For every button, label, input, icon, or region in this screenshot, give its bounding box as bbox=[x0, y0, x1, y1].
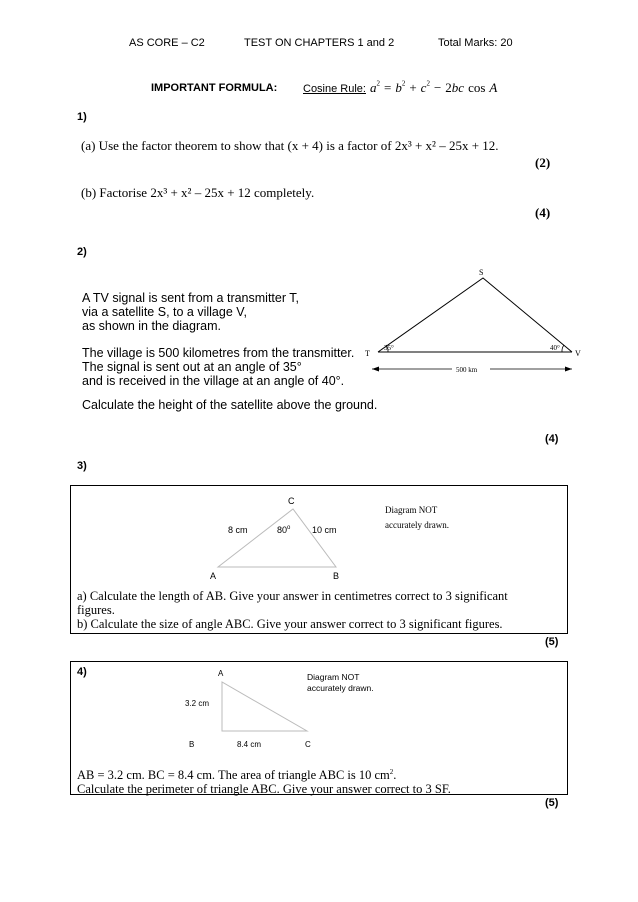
q1-part-b bbox=[81, 185, 314, 201]
q3-triangle bbox=[218, 509, 336, 567]
cosine-rule bbox=[303, 79, 497, 97]
formula-coef: 2 bbox=[445, 80, 452, 95]
q3-side-AC: 8 cm bbox=[228, 525, 248, 535]
header-marks: Total Marks: 20 bbox=[438, 37, 513, 49]
formula-eq: = bbox=[383, 80, 392, 95]
q2-para2-line: The signal is sent out at an angle of 35° bbox=[82, 360, 302, 374]
q4-line1 bbox=[77, 765, 565, 782]
q1a-marks: (2) bbox=[535, 155, 551, 170]
q3-part-a-line1: a) Calculate the length of AB. Give your answer in centimetres correct to 3 significant bbox=[77, 589, 508, 603]
formula-plus: + bbox=[409, 80, 417, 95]
q2-para1-line: via a satellite S, to a village V, bbox=[82, 305, 247, 319]
q3-note-line2: accurately drawn. bbox=[385, 520, 449, 530]
q2-para1 bbox=[82, 291, 299, 333]
angle-V-arc bbox=[562, 345, 564, 352]
q4-label-B: B bbox=[189, 740, 195, 749]
q1b-prefix: (b) Factorise bbox=[81, 185, 148, 200]
q3-marks: (5) bbox=[545, 636, 559, 648]
formula-A: A bbox=[489, 80, 498, 95]
formula-label: IMPORTANT FORMULA: bbox=[151, 82, 278, 94]
q4-triangle bbox=[222, 682, 307, 731]
label-distance: 500 km bbox=[456, 366, 478, 374]
q1b-suffix: completely. bbox=[254, 185, 315, 200]
q2-number: 2) bbox=[77, 246, 87, 258]
formula-bc: bc bbox=[451, 80, 465, 95]
q1b-poly: 2x³ + x² – 25x + 12 bbox=[150, 185, 251, 200]
header-test: TEST ON CHAPTERS 1 and 2 bbox=[244, 37, 395, 49]
q3-note-line1: Diagram NOT bbox=[385, 505, 438, 515]
q1a-mid: is a factor of bbox=[326, 138, 392, 153]
q1a-prefix: (a) Use the factor theorem to show that bbox=[81, 138, 285, 153]
q2-marks: (4) bbox=[545, 433, 559, 445]
distance-arrow-left bbox=[372, 367, 379, 372]
q3-triangle-diagram bbox=[190, 495, 370, 585]
q3-text bbox=[77, 589, 565, 631]
q1b-marks: (4) bbox=[535, 205, 551, 220]
q3-label-B: B bbox=[333, 571, 340, 581]
label-V: V bbox=[575, 349, 581, 358]
q4-marks: (5) bbox=[545, 797, 559, 809]
q2-para1-line: as shown in the diagram. bbox=[82, 319, 221, 333]
distance-arrow-right bbox=[565, 367, 572, 372]
cosine-rule-label: Cosine Rule: bbox=[303, 83, 366, 95]
q4-number: 4) bbox=[77, 666, 87, 678]
q4-text bbox=[77, 765, 565, 796]
formula-exp-3: 2 bbox=[426, 79, 430, 88]
q4-note-line2: accurately drawn. bbox=[307, 683, 374, 693]
q3-number: 3) bbox=[77, 460, 87, 472]
q3-side-BC: 10 cm bbox=[312, 525, 337, 535]
label-S: S bbox=[479, 268, 484, 277]
q3-label-A: A bbox=[210, 571, 217, 581]
formula-c: c bbox=[420, 80, 427, 95]
label-angle-V: 40° bbox=[550, 344, 560, 352]
formula-cos: cos bbox=[468, 80, 486, 95]
q3-angle-C bbox=[277, 525, 291, 535]
q4-line1-end: . bbox=[393, 768, 397, 783]
label-T: T bbox=[365, 349, 370, 358]
q4-label-A: A bbox=[218, 669, 224, 678]
q3-diagram-note bbox=[385, 503, 449, 533]
q2-para1-line: A TV signal is sent from a transmitter T, bbox=[82, 291, 299, 305]
q4-line1-sup: 2 bbox=[389, 768, 394, 776]
satellite-diagram bbox=[360, 265, 590, 380]
q2-para2-line: and is received in the village at an angle of 40°. bbox=[82, 374, 345, 388]
q3-angle-degree: o bbox=[287, 525, 291, 531]
q2-para2-line: The village is 500 kilometres from the transmitter. bbox=[82, 346, 355, 360]
q1-part-a bbox=[81, 138, 499, 154]
q4-diagram-note bbox=[307, 672, 374, 694]
q1a-poly: 2x³ + x² – 25x + 12. bbox=[394, 138, 499, 153]
signal-path bbox=[378, 278, 572, 352]
q1-number: 1) bbox=[77, 111, 87, 123]
q3-part-b: b) Calculate the size of angle ABC. Give your answer correct to 3 significant figures. bbox=[77, 617, 503, 631]
label-angle-T: 35° bbox=[384, 344, 394, 352]
q3-part-a-line2: figures. bbox=[77, 603, 115, 617]
q4-line1-text: AB = 3.2 cm. BC = 8.4 cm. The area of triangle ABC is 10 cm bbox=[77, 768, 390, 783]
q3-angle-value: 80 bbox=[277, 525, 288, 535]
q4-label-C: C bbox=[305, 740, 311, 749]
formula-b: b bbox=[395, 80, 402, 95]
q4-line2: Calculate the perimeter of triangle ABC. Give your answer correct to 3 SF. bbox=[77, 782, 451, 797]
q3-label-C: C bbox=[288, 496, 295, 506]
q4-side-AB: 3.2 cm bbox=[185, 699, 210, 708]
q1a-factor: (x + 4) bbox=[287, 138, 323, 153]
formula-minus: − bbox=[433, 80, 442, 95]
formula-a: a bbox=[369, 80, 377, 95]
formula-exp-2: 2 bbox=[401, 79, 406, 88]
q4-note-line1: Diagram NOT bbox=[307, 672, 360, 682]
header-course: AS CORE – C2 bbox=[129, 37, 205, 49]
q2-para2 bbox=[82, 346, 354, 388]
q4-side-BC: 8.4 cm bbox=[237, 740, 262, 749]
formula-exp-1: 2 bbox=[376, 79, 380, 88]
q2-para3: Calculate the height of the satellite above the ground. bbox=[82, 398, 378, 412]
